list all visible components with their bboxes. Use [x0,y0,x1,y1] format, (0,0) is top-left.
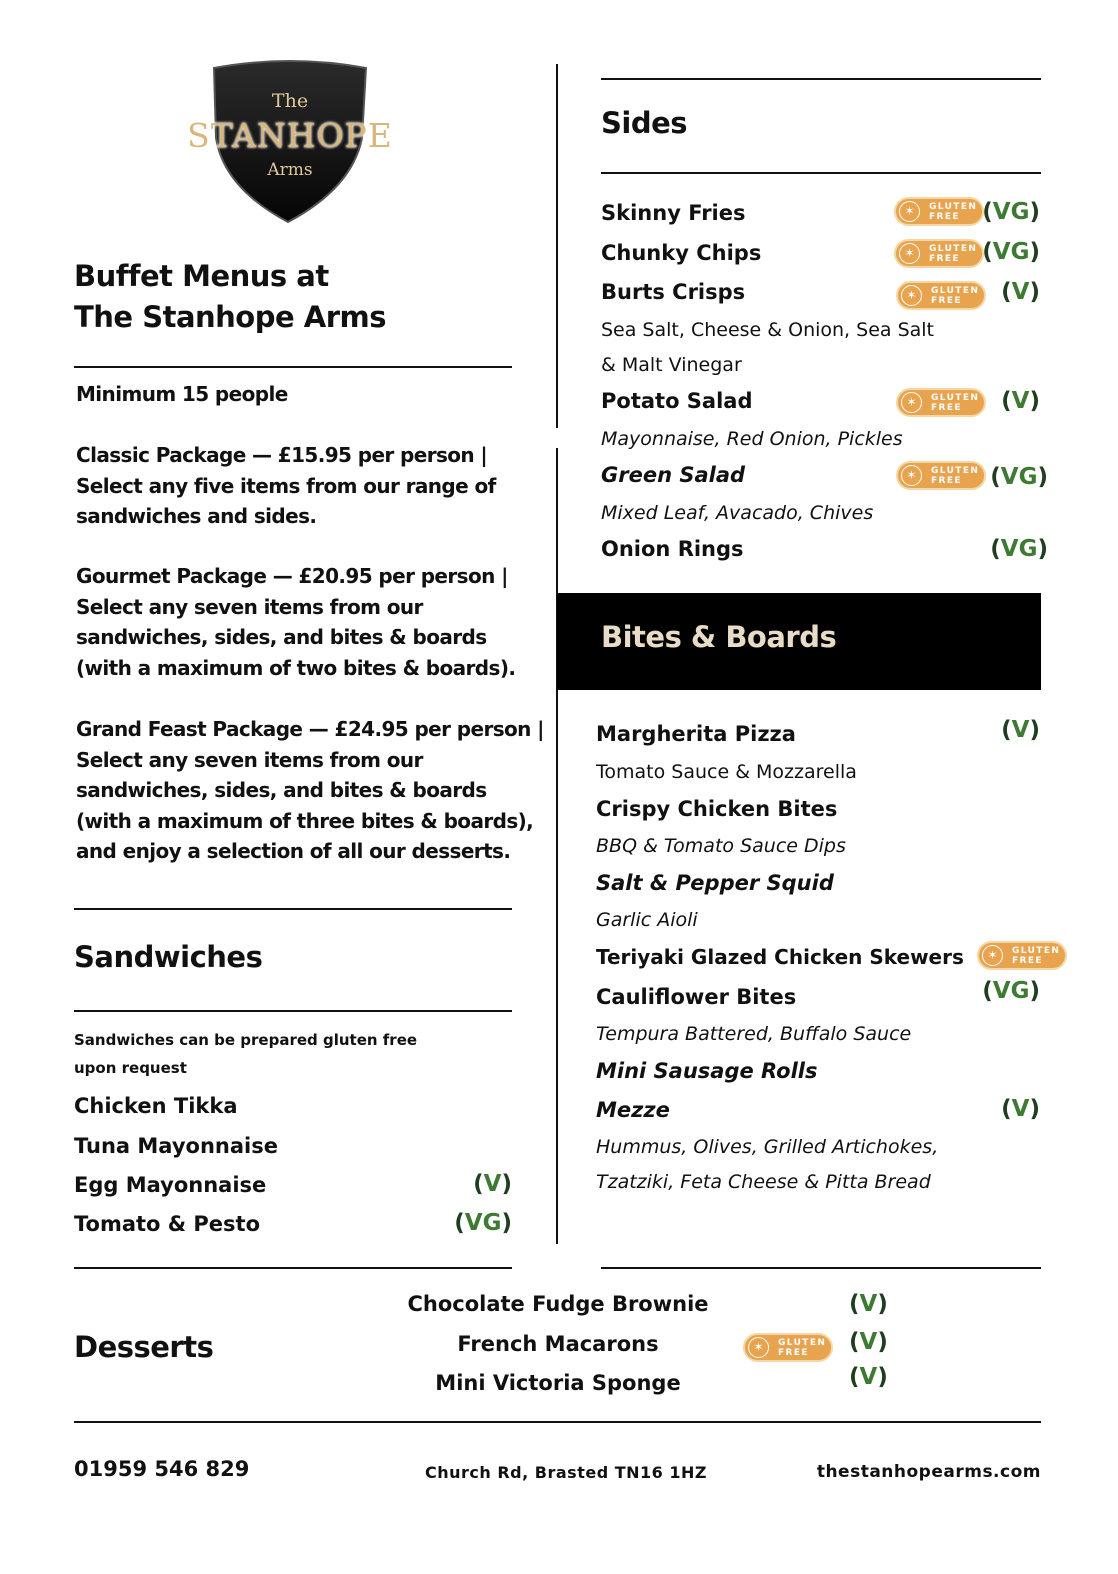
footer-website[interactable]: thestanhopearms.com [816,1462,1041,1482]
divider [74,1421,1041,1423]
gluten-free-badge: ✶ GLUTEN FREE [896,461,986,490]
package-line: Grand Feast Package — £24.95 per person | [76,717,544,741]
list-item: Teriyaki Glazed Chicken Skewers [596,945,964,969]
package-line: Select any seven items from our [76,594,423,619]
page-title-line1: Buffet Menus at [74,259,329,293]
footer-address: Church Rd, Brasted TN16 1HZ [425,1463,707,1482]
list-item: Mini Sausage Rolls [596,1059,818,1083]
gluten-free-badge: ✶ GLUTEN FREE [894,239,984,268]
diet-badge: (V) [1001,388,1040,414]
divider [601,172,1041,174]
diet-badge: (VG) [982,199,1040,225]
item-description: Garlic Aioli [596,909,698,931]
list-item: Green Salad [601,463,746,487]
wheat-icon: ✶ [901,285,922,306]
package-grand-feast [76,714,544,867]
sides-title: Sides [601,106,688,140]
page-title-line2: The Stanhope Arms [74,300,386,334]
logo-the: The [271,90,309,112]
divider [74,1010,512,1012]
gluten-free-badge: ✶ GLUTEN FREE [894,197,984,226]
list-item: Skinny Fries [601,201,746,225]
wheat-icon: ✶ [982,945,1003,966]
divider [74,908,512,910]
list-item: Egg Mayonnaise [74,1173,267,1197]
list-item: Tuna Mayonnaise [74,1134,278,1158]
item-description: Tempura Battered, Buffalo Sauce [596,1023,912,1045]
list-item: French Macarons [457,1332,659,1356]
package-classic [76,440,496,532]
gluten-free-badge: ✶ GLUTEN FREE [743,1333,833,1362]
wheat-icon: ✶ [748,1337,769,1358]
item-description: Sea Salt, Cheese & Onion, Sea Salt [601,319,935,341]
gluten-free-badge: ✶ GLUTEN FREE [896,388,986,417]
gluten-free-badge: ✶ GLUTEN FREE [977,941,1067,970]
list-item: Margherita Pizza [596,722,796,746]
package-line: sandwiches, sides, and bites & boards [76,778,487,802]
list-item: Mini Victoria Sponge [435,1371,681,1395]
package-line: Classic Package — £15.95 per person | [76,443,488,467]
diet-badge: (VG) [454,1210,512,1236]
divider [601,1267,1041,1269]
diet-badge: (V) [1001,717,1040,743]
list-item: Onion Rings [601,537,744,561]
bites-title: Bites & Boards [601,620,837,654]
note-line: Sandwiches can be prepared gluten free [74,1031,418,1049]
diet-badge: (V) [473,1171,512,1197]
list-item: Crispy Chicken Bites [596,797,838,821]
list-item: Chicken Tikka [74,1094,238,1118]
diet-badge: (VG) [982,978,1040,1004]
column-divider [556,64,558,428]
desserts-title: Desserts [74,1330,214,1364]
wheat-icon: ✶ [899,243,920,264]
diet-badge: (V) [1001,1096,1040,1122]
wheat-icon: ✶ [901,392,922,413]
package-line: Select any five items from our range of [76,473,496,498]
list-item: Chunky Chips [601,241,762,265]
bites-header [557,593,1041,690]
sandwiches-title: Sandwiches [74,940,263,974]
item-description: Hummus, Olives, Grilled Artichokes, [596,1136,939,1158]
note-line: upon request [74,1059,187,1077]
divider [601,78,1041,80]
list-item: Chocolate Fudge Brownie [407,1292,709,1316]
package-line: Select any seven items from our [76,747,423,772]
gluten-free-badge: ✶ GLUTEN FREE [896,281,986,310]
package-line: (with a maximum of two bites & boards). [76,655,516,680]
package-line: (with a maximum of three bites & boards), [76,808,534,833]
logo-arms: Arms [267,160,313,180]
diet-badge: (VG) [990,464,1048,490]
divider [74,1267,512,1269]
list-item: Salt & Pepper Squid [596,871,834,895]
diet-badge: (V) [849,1291,888,1317]
logo-stanhope: STANHOPE [187,116,393,155]
diet-badge: (V) [849,1329,888,1355]
list-item: Mezze [596,1098,670,1122]
item-description: Tzatziki, Feta Cheese & Pitta Bread [596,1171,931,1193]
package-line: sandwiches, sides, and bites & boards [76,625,487,649]
diet-badge: (V) [1001,279,1040,305]
minimum-people: Minimum 15 people [76,382,288,406]
wheat-icon: ✶ [901,465,922,486]
package-line: and enjoy a selection of all our desserts. [76,839,511,863]
diet-badge: (VG) [990,536,1048,562]
list-item: Tomato & Pesto [74,1212,261,1236]
logo [178,58,402,226]
package-line: sandwiches and sides. [76,504,317,528]
sandwiches-note [74,1026,417,1082]
item-description: BBQ & Tomato Sauce Dips [596,835,846,857]
package-gourmet [76,561,515,683]
wheat-icon: ✶ [899,201,920,222]
list-item: Potato Salad [601,389,753,413]
item-description: Tomato Sauce & Mozzarella [596,761,857,783]
diet-badge: (VG) [982,239,1040,265]
footer-phone[interactable]: 01959 546 829 [74,1457,250,1481]
divider [74,366,512,368]
column-divider [556,448,558,1244]
item-description: & Malt Vinegar [601,354,742,376]
page-title [74,256,386,338]
list-item: Burts Crisps [601,280,746,304]
diet-badge: (V) [849,1364,888,1390]
item-description: Mixed Leaf, Avacado, Chives [601,502,874,524]
item-description: Mayonnaise, Red Onion, Pickles [601,428,903,450]
package-line: Gourmet Package — £20.95 per person | [76,564,508,588]
list-item: Cauliflower Bites [596,985,797,1009]
